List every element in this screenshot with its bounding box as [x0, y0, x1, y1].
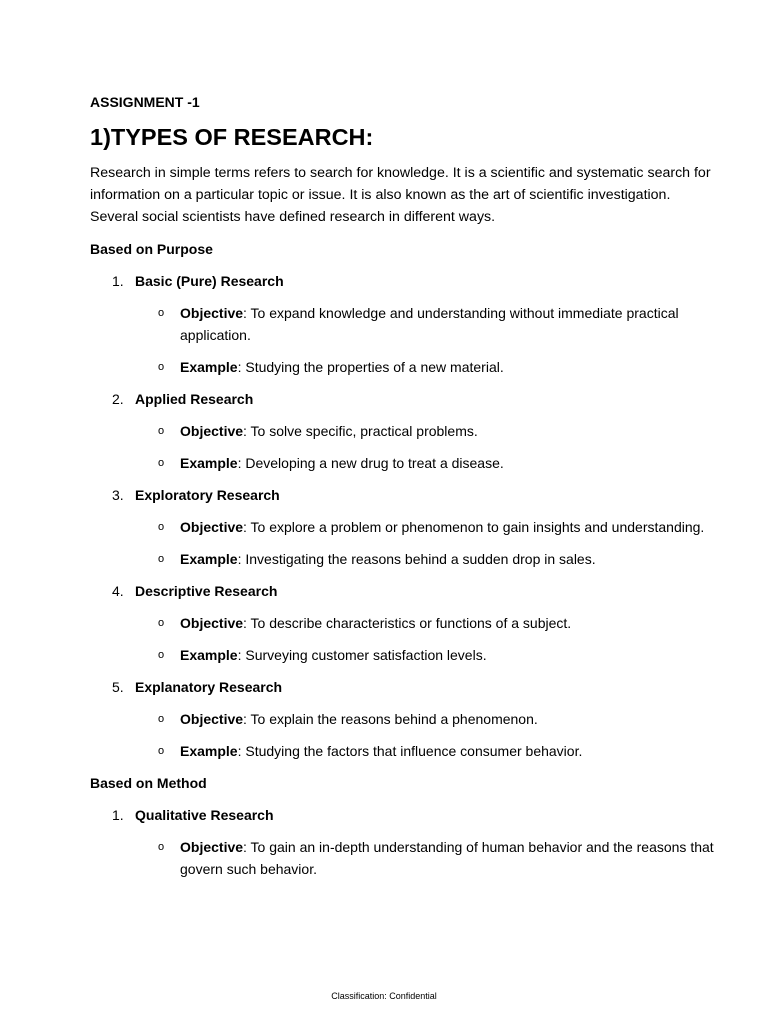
point-text: : To solve specific, practical problems.: [243, 423, 478, 439]
point-text: : Studying the factors that influence consumer behavior.: [237, 743, 583, 759]
hollow-bullet-icon: o: [158, 521, 165, 533]
page-title: 1)TYPES OF RESEARCH:: [90, 124, 374, 150]
hollow-bullet-icon: o: [158, 649, 165, 661]
research-type-name: Basic (Pure) Research: [135, 273, 284, 289]
hollow-bullet-icon: o: [158, 841, 165, 853]
point-label: Example: [180, 359, 238, 375]
intro-paragraph: Research in simple terms refers to search for knowledge. It is a scientific and systematic search for information on a particular topic or issue. It is also known as the art of scientific investigation. Several social scientists have defined research in different ways.: [90, 165, 711, 225]
bullet-point: [90, 356, 720, 378]
list-number: 3.: [112, 487, 124, 503]
hollow-bullet-icon: o: [158, 553, 165, 565]
bullet-point: [90, 420, 720, 442]
list-number: 5.: [112, 679, 124, 695]
bullet-point: [90, 708, 720, 730]
research-type-item: [90, 270, 720, 292]
bullet-list: [90, 420, 720, 474]
point-text: : Investigating the reasons behind a sudden drop in sales.: [237, 551, 596, 567]
research-type-item: [90, 484, 720, 506]
bullet-point: [90, 302, 720, 346]
list-number: 1.: [112, 807, 124, 823]
hollow-bullet-icon: o: [158, 361, 165, 373]
point-text: : To explain the reasons behind a phenomenon.: [243, 711, 538, 727]
point-label: Example: [180, 455, 238, 471]
point-text: : Surveying customer satisfaction levels.: [237, 647, 487, 663]
point-label: Example: [180, 647, 238, 663]
bullet-point: [90, 516, 720, 538]
hollow-bullet-icon: o: [158, 307, 165, 319]
research-type-name: Qualitative Research: [135, 807, 274, 823]
sections-container: [90, 238, 720, 880]
list-number: 1.: [112, 273, 124, 289]
bullet-list: [90, 516, 720, 570]
point-text: : To gain an in-depth understanding of human behavior and the reasons that govern such behavior.: [180, 839, 714, 877]
section-heading: Based on Method: [90, 775, 207, 791]
hollow-bullet-icon: o: [158, 713, 165, 725]
bullet-list: [90, 836, 720, 880]
bullet-point: [90, 836, 720, 880]
hollow-bullet-icon: o: [158, 617, 165, 629]
assignment-label: ASSIGNMENT -1: [90, 94, 200, 110]
research-type-item: [90, 388, 720, 410]
research-type-name: Explanatory Research: [135, 679, 283, 695]
point-label: Objective: [180, 519, 244, 535]
point-label: Objective: [180, 423, 244, 439]
research-type-name: Descriptive Research: [135, 583, 278, 599]
bullet-point: [90, 740, 720, 762]
research-type-item: [90, 804, 720, 826]
bullet-point: [90, 644, 720, 666]
point-text: : To explore a problem or phenomenon to gain insights and understanding.: [243, 519, 705, 535]
list-number: 2.: [112, 391, 124, 407]
point-label: Objective: [180, 839, 244, 855]
research-type-item: [90, 580, 720, 602]
research-type-name: Exploratory Research: [135, 487, 280, 503]
section-heading: Based on Purpose: [90, 241, 213, 257]
classification-footer: Classification: Confidential: [331, 991, 437, 1001]
point-label: Example: [180, 743, 238, 759]
bullet-list: [90, 302, 720, 378]
research-type-name: Applied Research: [135, 391, 254, 407]
point-text: : To describe characteristics or functions of a subject.: [243, 615, 572, 631]
research-type-item: [90, 676, 720, 698]
point-label: Example: [180, 551, 238, 567]
bullet-point: [90, 452, 720, 474]
point-text: : Developing a new drug to treat a disease.: [237, 455, 504, 471]
bullet-list: [90, 612, 720, 666]
point-text: : To expand knowledge and understanding without immediate practical application.: [180, 305, 679, 343]
hollow-bullet-icon: o: [158, 457, 165, 469]
document-page: [90, 93, 720, 880]
bullet-list: [90, 708, 720, 762]
point-label: Objective: [180, 711, 244, 727]
point-text: : Studying the properties of a new material.: [237, 359, 504, 375]
bullet-point: [90, 548, 720, 570]
point-label: Objective: [180, 305, 244, 321]
hollow-bullet-icon: o: [158, 745, 165, 757]
list-number: 4.: [112, 583, 124, 599]
hollow-bullet-icon: o: [158, 425, 165, 437]
point-label: Objective: [180, 615, 244, 631]
bullet-point: [90, 612, 720, 634]
